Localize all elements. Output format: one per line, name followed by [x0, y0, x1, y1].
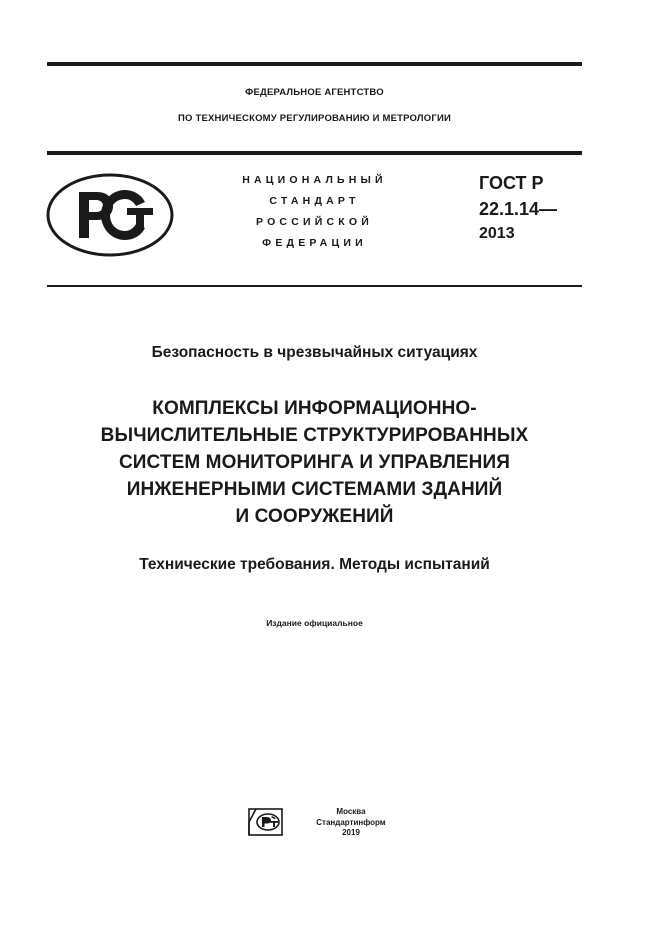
- standard-line-4: ФЕДЕРАЦИИ: [262, 237, 367, 249]
- standard-line-3: РОССИЙСКОЙ: [256, 216, 373, 228]
- standard-rule: [47, 285, 582, 287]
- document-series: Безопасность в чрезвычайных ситуациях: [151, 344, 478, 361]
- title-line-3: СИСТЕМ МОНИТОРИНГА И УПРАВЛЕНИЯ: [118, 452, 511, 473]
- standartinform-logo-icon: [246, 808, 286, 836]
- publisher-city: Москва: [336, 807, 366, 816]
- top-rule: [47, 62, 582, 66]
- document-subtitle: Технические требования. Методы испытаний: [139, 556, 490, 573]
- gost-designation: [479, 172, 557, 220]
- header-rule: [47, 151, 582, 155]
- gost-emblem-icon: [45, 172, 175, 258]
- title-line-5: И СООРУЖЕНИЙ: [235, 506, 394, 527]
- title-line-2: ВЫЧИСЛИТЕЛЬНЫЕ СТРУКТУРИРОВАННЫХ: [100, 425, 529, 446]
- standard-line-1: НАЦИОНАЛЬНЫЙ: [242, 174, 387, 186]
- publisher-block: [296, 807, 406, 839]
- gost-number: 22.1.14—: [479, 199, 558, 219]
- agency-line-2: ПО ТЕХНИЧЕСКОМУ РЕГУЛИРОВАНИЮ И МЕТРОЛОГИИ: [178, 113, 451, 124]
- publisher-year: 2019: [342, 828, 360, 837]
- national-standard-block: [212, 170, 417, 254]
- agency-line-1: ФЕДЕРАЛЬНОЕ АГЕНТСТВО: [245, 87, 384, 98]
- standard-line-2: СТАНДАРТ: [269, 195, 360, 207]
- document-title: [47, 395, 582, 530]
- publisher-name: Стандартинформ: [316, 817, 386, 827]
- edition-note: Издание официальное: [266, 618, 363, 628]
- title-line-1: КОМПЛЕКСЫ ИНФОРМАЦИОННО-: [152, 398, 477, 419]
- gost-code: ГОСТ Р: [479, 173, 544, 193]
- title-line-4: ИНЖЕНЕРНЫМИ СИСТЕМАМИ ЗДАНИЙ: [126, 479, 503, 500]
- gost-year: 2013: [479, 225, 515, 242]
